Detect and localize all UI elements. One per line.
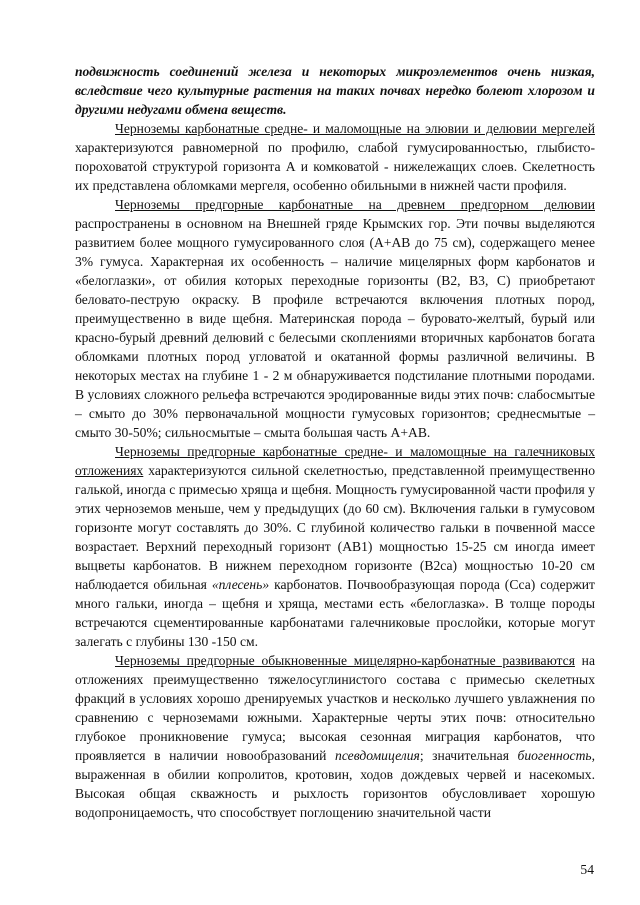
paragraph-text: , выраженная в обилии копролитов, кротовин, ходов дождевых червей и насекомых. Высокая общая скважность и рыхлость горизонтов обусловливает хорошую водопроницаемость, что способствует поглощению значительной части	[75, 748, 595, 820]
paragraph-foothill-deluvium	[75, 195, 595, 442]
paragraph-text: характеризуются равномерной по профилю, слабой гумусированностью, глыбисто-пороховатой структурой горизонта А и комковатой - нижележащих слоев. Скелетность их представлена обломками мергеля, особенно обильными в нижней части профиля.	[75, 140, 595, 193]
italic-term: «плесень»	[211, 577, 270, 592]
paragraph-text: карбонатов. Почвообразующая порода (Сса) содержит много гальки, иногда – щебня и хряща, местами есть «белоглазка». В толще породы встречаются сцементированные карбонатами галечниковые прослойки, которые могут залегать с глубины 130 -150 см.	[75, 577, 595, 649]
paragraph-mycelial-carbonate	[75, 651, 595, 822]
paragraph-text: характеризуются сильной скелетностью, представленной преимущественно галькой, иногда с примесью хряща и щебня. Мощность гумусированной части профиля у этих черноземов меньше, чем у предыдущих (до 60 см). Включения гальки в гумусовом горизонте могут составлять до 30%. С глубиной количество гальки в почвенной массе возрастает. Верхний переходный горизонт (АВ1) мощностью 15-25 см иногда имеет выцветы карбонатов. В нижнем переходном горизонте (В2са) мощностью 10-20 см наблюдается обильная	[75, 463, 595, 592]
paragraph-text: на отложениях преимущественно тяжелосуглинистого состава с примесью скелетных фракций в условиях хорошо дренируемых участков и несколько лучшего увлажнения по сравнению с черноземами южными. Характерные черты этих почв: относительно глубокое проникновение гумуса; высокая сезонная миграция карбонатов, что проявляется в наличии новообразований	[75, 653, 595, 763]
paragraph-pebble-deposits	[75, 442, 595, 651]
paragraph-carbonate-marl	[75, 119, 595, 195]
intro-paragraph: подвижность соединений железа и некоторых микроэлементов очень низкая, вследствие чего культурные растения на таких почвах нередко болеют хлорозом и другими недугами обмена веществ.	[75, 64, 595, 117]
paragraph-text: ; значительная	[419, 748, 518, 763]
document-page	[75, 62, 595, 822]
paragraph-title: Черноземы предгорные карбонатные на древнем предгорном делювии	[115, 197, 595, 212]
paragraph-title: Черноземы карбонатные средне- и маломощные на элювии и делювии мергелей	[115, 121, 595, 136]
italic-term: биогенность	[517, 748, 592, 763]
paragraph-text: распространены в основном на Внешней гряде Крымских гор. Эти почвы выделяются развитием более мощного гумусированного слоя (А+АВ до 75 см), содержащего менее 3% гумуса. Характерная их особенность – наличие мицелярных форм карбонатов и «белоглазки», от обилия которых переходные горизонты (В2, В3, С) приобретают беловато-пеструю окраску. В профиле встречаются включения плотных пород, преимущественно в виде щебня. Материнская порода – буровато-желтый, бурый или красно-бурый древний делювий с белесыми скоплениями вторичных карбонатов богата обломками плотных пород угловатой и окатанной формы различной величины. В некоторых местах на глубине 1 - 2 м обнаруживается подстилание плотными породами. В условиях сложного рельефа встречаются эродированные виды этих почв: слабосмытые – смыто до 30% первоначальной мощности гумусовых горизонтов; среднесмытые – смыто 30-50%; сильносмытые – смыта большая часть А+АВ.	[75, 216, 595, 440]
paragraph-title: Черноземы предгорные обыкновенные мицелярно-карбонатные развиваются	[115, 653, 575, 668]
paragraph-title: Черноземы предгорные карбонатные средне- и маломощные на галечниковых отложениях	[75, 444, 595, 478]
italic-term: псевдомицелия	[335, 748, 420, 763]
page-number: 54	[580, 862, 594, 877]
